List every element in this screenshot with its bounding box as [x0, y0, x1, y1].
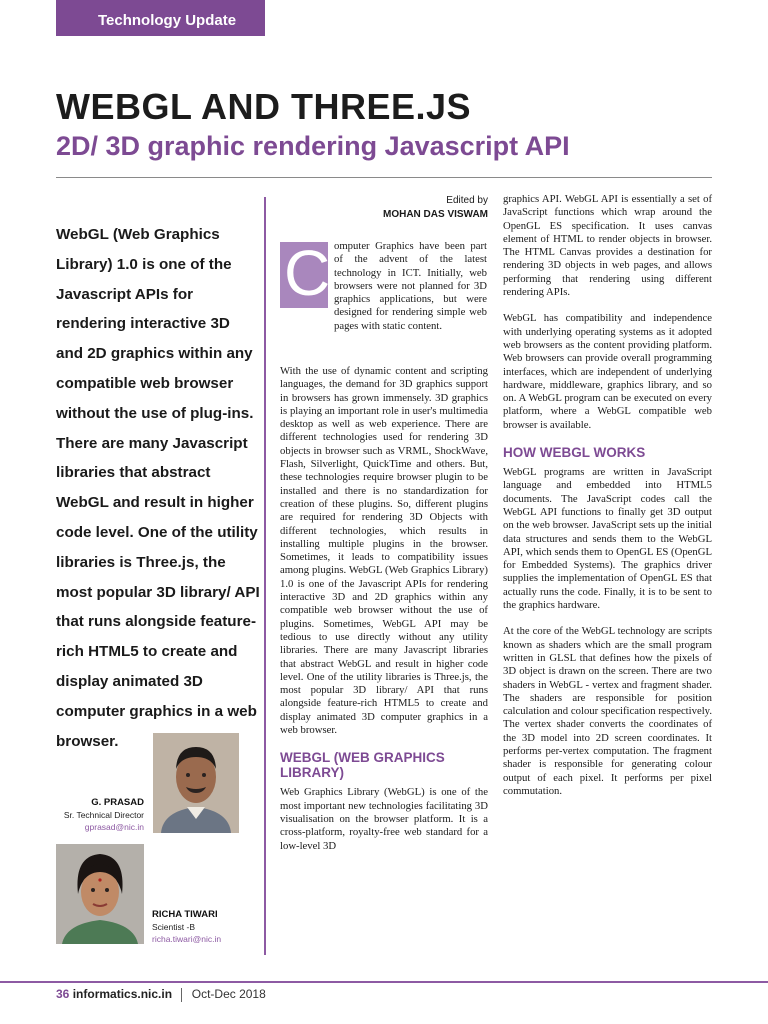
section-tag: Technology Update [56, 0, 265, 36]
paragraph: graphics API. WebGL API is essentially a set of JavaScript functions which wrap around the OpenGL ES specification. It uses canvas element of HTML to render objects in browser. The HTML Canvas provides a destination for rendering 3D objects in web pages, and allows performing that rendering using different rendering APIs. [503, 193, 712, 299]
editor-credit [383, 194, 488, 222]
author-photo-prasad [153, 733, 239, 833]
author-block-prasad [64, 797, 144, 833]
page-footer [56, 987, 266, 1002]
author-role: Sr. Technical Director [63, 810, 144, 820]
author-name: G. PRASAD [91, 797, 144, 808]
paragraph: WebGL has compatibility and independence with underlying operating systems as it adopted web browsers as the content providing platform. Web browsers can provide overall programming interfaces, which are independent of underlying hardware, middleware, graphics library, and so on. A WebGL program can be executed on every platform, where a WebGL compatible web browser is available. [503, 312, 712, 431]
author-name: RICHA TIWARI [152, 909, 218, 920]
author-role: Scientist -B [152, 922, 195, 932]
column-divider [264, 197, 266, 955]
author-block-tiwari [152, 909, 221, 945]
middle-column [280, 365, 488, 866]
section-heading-how: HOW WEBGL WORKS [503, 445, 646, 461]
paragraph: With the use of dynamic content and scripting languages, the demand for 3D graphics support in browsers has grown immensely. 3D graphics is playing an important role in user's multimedia desktop as well as web experience. There are different technologies used for rendering 3D objects in browser such as VRML, ShockWave, Flash, Silverlight, QuickTime and others. But, these technologies require browser plugin to be installed and there is no standardization for creation of these plugins. So, different plugins are required for rendering 3D Objects with different technologies, which results in installing multiple plugins in the browser. Sometimes, it leads to compatibility issues among plugins. WebGL (Web Graphics Library) 1.0 is one of the Javascript APIs for rendering interactive 3D and 2D graphics within any compatible web browser without the use of plugins. Sometimes, WebGL API may be tedious to use directly without any utility libraries. There are many Javascript libraries that abstract WebGL and result in higher code level. One of the utility libraries is Three.js, the most popular 3D library/ API that runs alongside feature-rich HTML5 to create and display animated 3D computer graphics in a web browser. [280, 365, 488, 737]
author-email[interactable]: gprasad@nic.in [84, 822, 144, 832]
paragraph: WebGL programs are written in JavaScript language and embedded into HTML5 documents. The JavaScript codes call the WebGL API functions to finally get 3D output on the web browser. JavaScript sets up the initial data structures and sends them to the WebGL API, which sends them to OpenGL ES (OpenGL for Embedded Systems). The graphics driver supplies the implementation of OpenGL ES that actually runs the code. Finally, it is to be sent to the graphics hardware. [503, 466, 712, 612]
footer-separator [181, 988, 182, 1002]
footer-rule [0, 981, 768, 983]
paragraph: At the core of the WebGL technology are scripts known as shaders which are the small program written in GLSL that defines how the pixels of 3D object is drawn on the screen. There are two shaders in WebGL - vertex and fragment shader. The shaders are responsible for position calculation and colour specification respectively. The vertex shader converts the coordinates of the 3D model into 2D screen coordinates. It performs per-vertex computation. The fragment shader is responsible for generating colour output of each pixel. It performs per pixel commutation. [503, 625, 712, 797]
title-divider [56, 177, 712, 178]
page-subtitle: 2D/ 3D graphic rendering Javascript API [56, 131, 570, 161]
footer-site[interactable]: informatics.nic.in [72, 987, 173, 1001]
section-heading-webgl: WEBGL (WEB GRAPHICS LIBRARY) [280, 750, 445, 781]
footer-issue: Oct-Dec 2018 [191, 987, 266, 1001]
right-column [503, 193, 712, 811]
drop-cap-letter: C [284, 237, 331, 309]
editor-name: MOHAN DAS VISWAM [383, 209, 488, 220]
intro-paragraph: omputer Graphics have been part of the advent of the latest technology in ICT. Initially, web browsers were not planned for 3D graphics applications, but were designed for rendering simple web pages with static content. [334, 240, 487, 332]
drop-cap [280, 237, 331, 309]
page-title: WEBGL AND THREE.JS [56, 86, 472, 127]
editor-label: Edited by [446, 195, 488, 206]
paragraph: Web Graphics Library (WebGL) is one of the most important new technologies facilitating 3D visualisation on the browser platform. It is a cross-platform, royalty-free web standard for a low-level 3D [280, 786, 488, 852]
lede-text: WebGL (Web Graphics Library) 1.0 is one of the Javascript APIs for rendering interactive 3D and 2D graphics within any compatible web browser without the use of plug-ins. There are many Javascript libraries that abstract WebGL and result in higher code level. One of the utility libraries is Three.js, the most popular 3D library/ API that runs alongside feature-rich HTML5 to create and display animated 3D computer graphics in a web browser. [56, 226, 260, 750]
page-number: 36 [56, 987, 70, 1001]
intro-paragraph-wrap [334, 240, 487, 333]
author-photo-tiwari [56, 844, 144, 944]
author-email[interactable]: richa.tiwari@nic.in [152, 934, 222, 944]
